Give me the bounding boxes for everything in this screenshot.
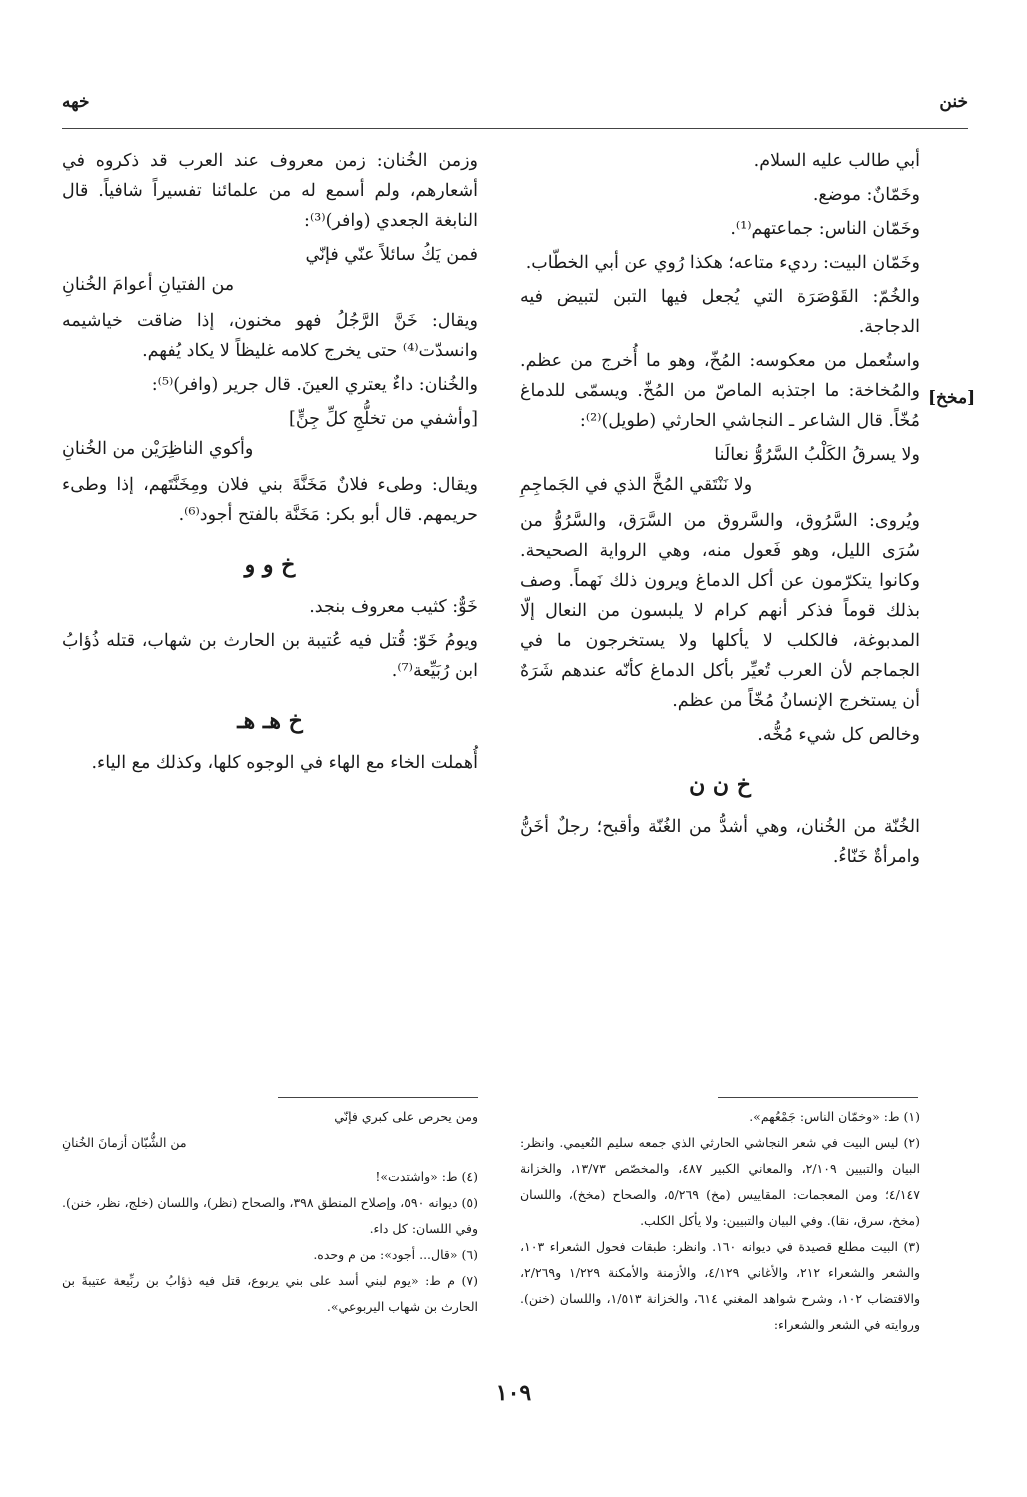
verse-block: [62, 404, 478, 464]
paragraph: أبي طالب عليه السلام.: [753, 151, 920, 171]
margin-note: [مخخ]: [928, 388, 976, 408]
header-left-word: خهه: [62, 92, 90, 112]
footnote-divider: [718, 1097, 918, 1098]
paragraph: ويومُ خَوّ: قُتل فيه عُتيبة بن الحارث بن شهاب، قتله ذُؤابُ ابن رُبَيِّعة⁽⁷⁾.: [62, 631, 478, 681]
paragraph: خَوٌّ: كثيب معروف بنجد.: [309, 597, 478, 617]
page-number: ١٠٩: [495, 1380, 532, 1406]
footnote-verse-line: ومن يحرص على كبري فإنّي: [334, 1109, 478, 1124]
verse-line: ولا نَنْتَقي المُخَّ الذي في الجَماجِمِ: [520, 475, 753, 495]
paragraph: وزمن الخُنان: زمن معروف عند العرب قد ذكروه في أشعارهم، ولم أسمع له من علمائنا تفسيراً شافياً. قال النابغة الجعدي (وافر)⁽³⁾:: [62, 151, 478, 231]
right-column: [520, 146, 920, 876]
paragraph: وخَمّانٌ: موضع.: [812, 185, 920, 205]
section-heading: خ ن ن: [689, 772, 751, 798]
footnote: (٢) ليس البيت في شعر النجاشي الحارثي الذي جمعه سليم النُعيمي. وانظر: البيان والتبيين ٢/١٠٩، والمعاني الكبير ٤٨٧، والمخصّص ١٣/٧٣، والخزانة ٤/١٤٧؛ ومن المعجمات: المقاييس (مخ) ٥/٢٦٩، والصحاح (مخخ)، واللسان (مخخ، سرق، نقا). وفي البيان والتبيين: ولا يأكل الكلب.: [520, 1135, 920, 1228]
verse-line: ولا يسرقُ الكَلْبُ السَّرُوُّ نعالَنا: [714, 445, 920, 465]
footnote: (٤) ط: «واشتدت»!: [375, 1169, 478, 1184]
verse-line: فمن يَكُ سائلاً عنّي فإنّي: [305, 245, 478, 265]
footnote-verse-line: من الشُّبّان أزمانَ الخُنانِ: [62, 1135, 187, 1150]
paragraph: والخُمّ: القَوْصَرَة التي يُجعل فيها التبن لتبيض فيه الدجاجة.: [520, 287, 920, 337]
paragraph: ويقال: خَنَّ الرَّجُلُ فهو مخنون، إذا ضاقت خياشيمه وانسدّت⁽⁴⁾ حتى يخرج كلامه غليظاً لا يكاد يُفهم.: [62, 311, 478, 361]
paragraph: والخُنان: داءٌ يعتري العينَ. قال جرير (وافر)⁽⁵⁾:: [151, 375, 478, 395]
header-right-word: خنن: [939, 92, 968, 112]
footnotes-right: [520, 1104, 920, 1338]
footnote: (١) ط: «وخمّان الناس: جَمْعُهم».: [749, 1109, 920, 1124]
header-divider: [62, 128, 968, 129]
paragraph: وخَمّان الناس: جماعتهم⁽¹⁾.: [730, 219, 920, 239]
footnote: (٥) ديوانه ٥٩٠، وإصلاح المنطق ٣٩٨، والصحاح (نظر)، واللسان (خلج، نظر، خنن). وفي اللسان: كل داء.: [62, 1195, 478, 1236]
footnote: (٣) البيت مطلع قصيدة في ديوانه ١٦٠. وانظر: طبقات فحول الشعراء ١٠٣، والشعر والشعراء ٢١٢، والأغاني ٤/١٢٩، والأزمنة والأمكنة ١/٢٢٩ و٢/٢٦٩، والاقتضاب ١٠٢، وشرح شواهد المغني ٦١٤، والخزانة ١/٥١٣، واللسان (خنن). وروايته في الشعر والشعراء:: [520, 1239, 921, 1332]
running-header: [62, 92, 968, 120]
paragraph: الخُنّة من الخُنان، وهي أشدُّ من الغُنّة وأقبح؛ رجلٌ أخَنُّ وامرأةٌ خَنّاءُ.: [520, 817, 920, 867]
verse-line: من الفتيانِ أعوامَ الخُنانِ: [62, 275, 235, 295]
verse-line: [وأشفي من تخلُّجِ كلِّ جِنٍّ]: [289, 409, 478, 429]
paragraph: وخَمّان البيت: رديء متاعه؛ هكذا رُوي عن أبي الخطّاب.: [525, 253, 920, 273]
footnote-divider: [278, 1097, 478, 1098]
footnotes-left: [62, 1104, 478, 1320]
section-heading: خ و و: [244, 552, 296, 578]
left-column: [62, 146, 478, 782]
verse-line: وأكوي الناظِرَيْن من الخُنانِ: [62, 439, 254, 459]
footnote: (٧) م ط: «يوم لبني أسد على بني يربوع، قتل فيه ذؤابُ بن ربِّيعة عتيبةَ بن الحارث بن شهاب اليربوعي».: [62, 1273, 478, 1314]
verse-block: [62, 240, 478, 300]
paragraph: وخالص كل شيء مُخُّه.: [757, 725, 920, 745]
section-heading: خ هـ هـ: [237, 708, 303, 734]
paragraph: ويقال: وطىء فلانٌ مَخَنَّةَ بني فلان ومِخَنَّتَهم، إذا وطىء حريمهم. قال أبو بكر: مَخَنَّة بالفتح أجود⁽⁶⁾.: [62, 475, 478, 525]
verse-block: [520, 440, 920, 500]
paragraph: أُهملت الخاء مع الهاء في الوجوه كلها، وكذلك مع الياء.: [91, 753, 478, 773]
paragraph: ويُروى: السَّرُوق، والسَّروق من السَّرَق، والسَّرُوُّ من سُرَى الليل، وهو فَعول منه، وهي الرواية الصحيحة. وكانوا يتكرّمون عن أكل الدماغ ويرون ذلك نَهماً. وصف بذلك قوماً فذكر أنهم كرام لا يلبسون من النعال إلّا المدبوغة، فالكلب لا يأكلها ولا يستخرجون ما في الجماجم لأن العرب تُعيِّر بأكل الدماغ كأنّه عندهم شَرَهٌ أن يستخرج الإنسانُ مُخّاً من عظم.: [520, 511, 920, 711]
footnote: (٦) «قال... أجود»: من م وحده.: [313, 1247, 478, 1262]
paragraph: واستُعمل من معكوسه: المُخّ، وهو ما أُخرج من عظم. والمُخاخة: ما اجتذبه الماصّ من المُخّ. ويسمّى للدماغ مُخّاً. قال الشاعر ـ النجاشي الحارثي (طويل)⁽²⁾:: [520, 351, 920, 431]
